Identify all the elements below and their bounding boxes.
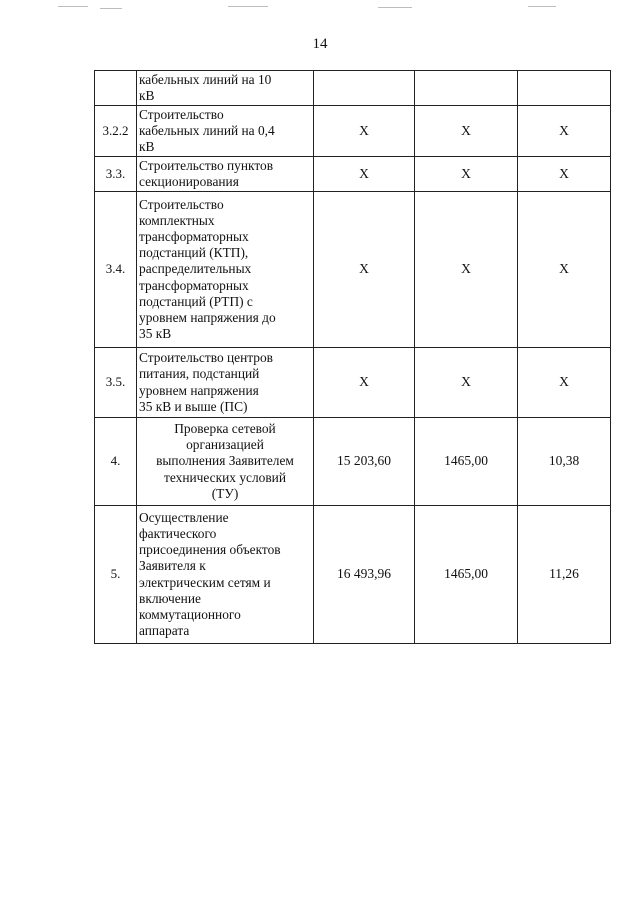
scan-artifact: [228, 6, 268, 7]
row-description: [137, 506, 314, 644]
description-line: трансформаторных: [139, 228, 249, 244]
table-row: [95, 157, 611, 192]
description-line: (ТУ): [211, 485, 239, 501]
description-line: Строительство пунктов: [139, 157, 274, 173]
table-row: [95, 506, 611, 644]
scan-artifact: [100, 8, 122, 9]
row-description: [137, 106, 314, 157]
description-line: коммутационного: [139, 606, 241, 622]
table-row: [95, 106, 611, 157]
description-line: комплектных: [139, 212, 215, 228]
description-line: трансформаторных: [139, 277, 249, 293]
row-description: [137, 348, 314, 418]
value-cell: X: [518, 348, 611, 418]
row-number: [95, 71, 137, 106]
description-line: питания, подстанций: [139, 366, 260, 382]
table-row: [95, 192, 611, 348]
value-cell: X: [314, 192, 415, 348]
value-cell: X: [518, 192, 611, 348]
scan-artifact: [58, 6, 88, 7]
value-cell: X: [314, 348, 415, 418]
description-line: кВ: [139, 88, 155, 103]
row-number: 3.5.: [95, 348, 137, 418]
value-cell: 15 203,60: [314, 418, 415, 506]
row-number: 3.2.2: [95, 106, 137, 157]
value-cell: 1465,00: [415, 418, 518, 506]
row-number: 3.4.: [95, 192, 137, 348]
value-cell: [415, 71, 518, 106]
description-line: кабельных линий на 0,4: [139, 122, 275, 138]
description-line: распределительных: [139, 261, 252, 277]
value-cell: 1465,00: [415, 506, 518, 644]
description-line: организацией: [186, 437, 264, 453]
table-row: [95, 418, 611, 506]
table-row: [95, 348, 611, 418]
value-cell: X: [518, 157, 611, 192]
description-line: 35 кВ: [139, 326, 172, 342]
cost-table: [94, 70, 611, 644]
value-cell: X: [314, 106, 415, 157]
row-description: [137, 71, 314, 106]
description-line: уровнем напряжения: [139, 382, 259, 398]
description-line: Строительство центров: [139, 350, 273, 366]
row-description: [137, 192, 314, 348]
description-line: выполнения Заявителем: [156, 453, 294, 469]
description-line: 35 кВ и выше (ПС): [139, 398, 248, 414]
value-cell: [518, 71, 611, 106]
description-line: присоединения объектов: [139, 542, 281, 558]
description-line: кабельных линий на 10: [139, 71, 272, 87]
row-number: 3.3.: [95, 157, 137, 192]
description-line: подстанций (РТП) с: [139, 293, 253, 309]
description-line: включение: [139, 590, 201, 606]
description-line: кВ: [139, 139, 155, 155]
description-line: подстанций (КТП),: [139, 245, 249, 261]
value-cell: 11,26: [518, 506, 611, 644]
scan-artifact: [528, 6, 556, 7]
page-number: 14: [312, 36, 328, 52]
value-cell: X: [518, 106, 611, 157]
description-line: секционирования: [139, 174, 239, 189]
scan-artifact: [378, 7, 412, 8]
description-line: Строительство: [139, 106, 224, 122]
value-cell: X: [415, 106, 518, 157]
description-line: технических условий: [164, 469, 286, 485]
value-cell: X: [415, 348, 518, 418]
row-description: [137, 157, 314, 192]
description-line: Проверка сетевой: [174, 420, 276, 436]
value-cell: X: [415, 192, 518, 348]
description-line: Осуществление: [139, 509, 229, 525]
description-line: электрическим сетям и: [139, 574, 271, 590]
description-line: уровнем напряжения до: [139, 310, 276, 325]
description-line: Заявителя к: [139, 558, 206, 574]
row-description: [137, 418, 314, 506]
value-cell: X: [415, 157, 518, 192]
row-number: 5.: [95, 506, 137, 644]
table-row: [95, 71, 611, 106]
value-cell: 16 493,96: [314, 506, 415, 644]
value-cell: X: [314, 157, 415, 192]
description-line: аппарата: [139, 623, 190, 639]
description-line: Строительство: [139, 196, 224, 212]
row-number: 4.: [95, 418, 137, 506]
value-cell: [314, 71, 415, 106]
value-cell: 10,38: [518, 418, 611, 506]
description-line: фактического: [139, 525, 217, 541]
